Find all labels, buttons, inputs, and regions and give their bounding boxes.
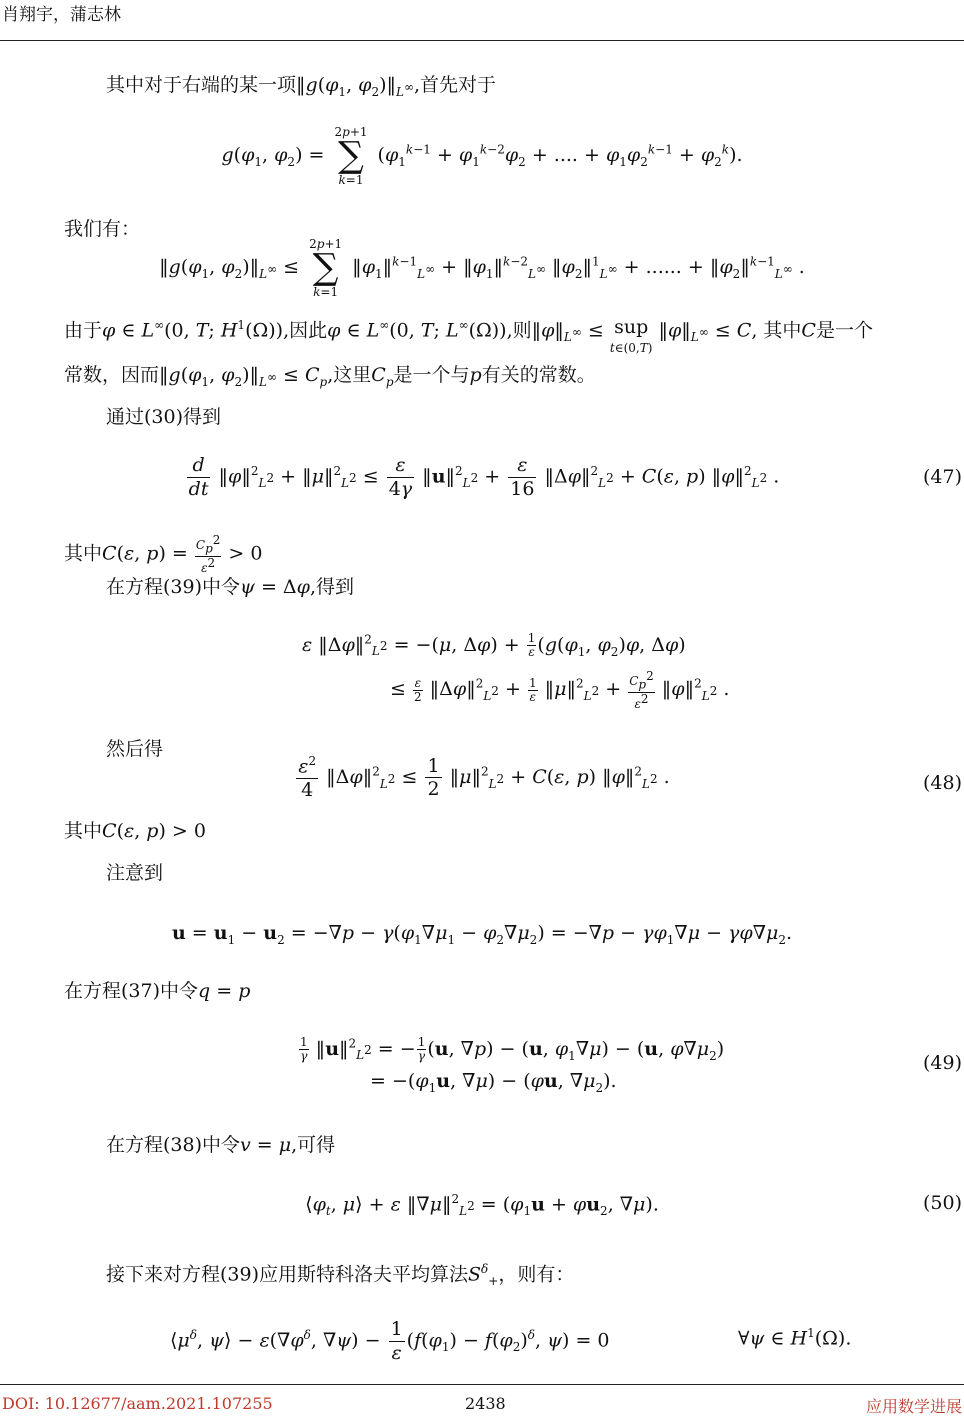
paragraph-13-text-a: 接下来对方程(39)应用斯特科洛夫平均算法 bbox=[106, 1263, 469, 1286]
paragraph-7-text-a: 在方程(39)中令 bbox=[106, 576, 241, 598]
paragraph-1: 其中对于右端的某一项$‖g(\varphi_1$, $\varphi_2)‖_{L^\infty}$,首先对于 bbox=[106, 74, 497, 99]
paragraph-5: 通过(30)得到 bbox=[106, 406, 222, 428]
paragraph-4-text-d: 有关的常数。 bbox=[481, 364, 596, 386]
paragraph-9-text: 其中 bbox=[64, 820, 103, 842]
paragraph-6: 其中C(ε, p) = $\frac{C_p^2}{\varepsilon^2}$ > 0 bbox=[64, 533, 263, 575]
paragraph-13: 接下来对方程(39)应用斯特科洛夫平均算法$S^\delta_+$，则有： bbox=[106, 1262, 575, 1289]
equation-g-norm-bound: $‖g(\varphi_1$, $\varphi_2)‖_{L^\infty}$ ≤ 2p+1 ∑ k=1 $‖\varphi_1‖^{k-1}_{L^\infty}$ + $‖\varphi_1‖^{k-2}_{L^\infty}$ $‖\varphi_2‖^1_{L^\infty}$ + ...... + $‖\varphi_2‖^{k-1}_{L^\infty}$ . bbox=[159, 237, 805, 299]
paragraph-3-text-a: 由于 bbox=[64, 319, 103, 342]
paragraph-1-text: 其中对于右端的某一项 bbox=[106, 74, 297, 96]
equation-delta-phi-line-2: ≤ $\frac{\varepsilon}{2}$ ‖Δφ‖$^2_{L^2}$ + $\frac{1}{\varepsilon}$ ‖μ‖$^2_{L^2}$ + $\frac{C_p^2}{\varepsilon^2}$ ‖φ‖$^2_{L^2}$ . bbox=[390, 669, 730, 711]
paragraph-11-text-a: 在方程(37)中令 bbox=[64, 980, 199, 1002]
paragraph-13-text-b: ，则有： bbox=[498, 1263, 575, 1286]
paragraph-4-text-a: 常数，因而 bbox=[64, 364, 160, 386]
paragraph-9: 其中C(ε, p) > 0 bbox=[64, 820, 206, 842]
equation-delta-phi-line-1: ε ‖Δφ‖$^2_{L^2}$ = −(μ, Δφ) + $\frac{1}{\varepsilon}$ ($g(\varphi_1$, $\varphi_2)\varphi$, Δφ) bbox=[302, 631, 686, 660]
footer-page-number: 2438 bbox=[465, 1394, 506, 1413]
equation-number-50: (50) bbox=[922, 1192, 962, 1214]
paragraph-4-text-c: 是一个与 bbox=[393, 364, 470, 386]
equation-48: $\frac{\varepsilon^2}{4}$ ‖Δφ‖$^2_{L^2}$ ≤ $\frac{1}{2}$ ‖μ‖$^2_{L^2}$ + C(ε, p) ‖φ‖$^2_{L^2}$ . bbox=[298, 754, 670, 802]
equation-steklov-condition: ∀ψ ∈ $H^1(\Omega)$. bbox=[738, 1326, 852, 1350]
footer-journal-link[interactable]: 应用数学进展 bbox=[865, 1397, 962, 1416]
equation-49-line-2: = $-(\varphi_1u$, ∇μ) − (φu, $\nabla\mu_2$). bbox=[370, 1070, 617, 1095]
paragraph-12-text-b: ,可得 bbox=[291, 1134, 336, 1156]
header-rule bbox=[0, 40, 964, 41]
paragraph-3: 由于φ ∈ L∞(0, T; $H^1(\Omega)$),因此φ ∈ L∞(0, T; L∞(Ω)),则$‖\varphi‖_{L^\infty}$ ≤ sup t∈(0,T) $‖\varphi‖_{L^\infty} \le C$, 其中C是一个 bbox=[64, 316, 873, 355]
running-header-authors: 肖翔宇，蒲志林 bbox=[2, 5, 121, 25]
paragraph-3-text-e: 是一个 bbox=[815, 319, 873, 342]
paragraph-6-text: 其中 bbox=[64, 542, 103, 565]
paragraph-2: 我们有： bbox=[64, 218, 141, 240]
footer-rule bbox=[0, 1384, 964, 1385]
equation-number-47: (47) bbox=[922, 466, 962, 488]
paragraph-10: 注意到 bbox=[106, 862, 164, 884]
equation-g-definition: $g(\varphi_1$, $\varphi_2$) = 2p+1 ∑ k=1 ($\varphi_1^{k-1} + \varphi_1^{k-2}\varphi_2$ + .... + $\varphi_1\varphi_2^{k-1} + \varphi_2^k$). bbox=[221, 125, 743, 187]
equation-47: $\frac{d}{dt}$ ‖φ‖$^2_{L^2}$ + ‖μ‖$^2_{L^2}$ ≤ $\frac{\varepsilon}{4\gamma}$ ‖u‖$^2_{L^2}$ + $\frac{\varepsilon}{16}$ ‖Δφ‖$^2_{L^2}$ + C(ε, p) ‖φ‖$^2_{L^2}$ . bbox=[188, 454, 780, 500]
paragraph-4: 常数，因而$‖g(\varphi_1$, $\varphi_2)‖_{L^\infty} \le C_p$,这里$C_p$是一个与p有关的常数。 bbox=[64, 364, 596, 389]
equation-50: $⟨\varphi_t$, μ⟩ + ε ‖∇μ‖$^2_{L^2}$ = ($\varphi_1u + \varphi u_2$, ∇μ). bbox=[305, 1192, 659, 1219]
equation-steklov: $⟨\mu^\delta$, ψ⟩ − $\varepsilon(\nabla\varphi^\delta$, ∇ψ) − $\frac{1}{\varepsilon}$ ($f(\varphi_1) - f(\varphi_2)^\delta$, ψ) = 0 bbox=[170, 1318, 610, 1364]
equation-number-48: (48) bbox=[922, 772, 962, 794]
equation-u-decomposition: $u = u_1 - u_2 = -\nabla p - \gamma(\varphi_1\nabla\mu_1 - \varphi_2\nabla\mu_2) = -\nabla p - \gamma\varphi_1\nabla\mu - \gamma\varphi\nabla\mu_2$. bbox=[171, 922, 793, 947]
paragraph-11: 在方程(37)中令q = p bbox=[64, 980, 251, 1002]
paragraph-12: 在方程(38)中令v = μ,可得 bbox=[106, 1134, 336, 1156]
equation-number-49: (49) bbox=[922, 1052, 962, 1074]
paragraph-12-text-a: 在方程(38)中令 bbox=[106, 1134, 241, 1156]
paragraph-3-text-b: ,因此 bbox=[283, 319, 328, 342]
paragraph-4-text-b: ,这里 bbox=[327, 364, 372, 386]
paragraph-3-text-d: 其中 bbox=[757, 319, 802, 342]
paragraph-8: 然后得 bbox=[106, 738, 164, 760]
paragraph-3-text-c: ,则 bbox=[506, 319, 532, 342]
paragraph-7: 在方程(39)中令ψ = Δφ,得到 bbox=[106, 576, 355, 598]
equation-49-line-1: $\frac{1}{\gamma}$ ‖u‖$^2_{L^2}$ = − $\frac{1}{\gamma}$ (u, ∇p) − (u, $\varphi_1\nabla\mu) - (u$, $\varphi\nabla\mu_2$) bbox=[300, 1035, 725, 1064]
paragraph-7-text-b: ,得到 bbox=[309, 576, 355, 598]
paragraph-1-text-b: ,首先对于 bbox=[414, 74, 497, 96]
footer-doi-link[interactable]: DOI: 10.12677/aam.2021.107255 bbox=[2, 1394, 273, 1413]
